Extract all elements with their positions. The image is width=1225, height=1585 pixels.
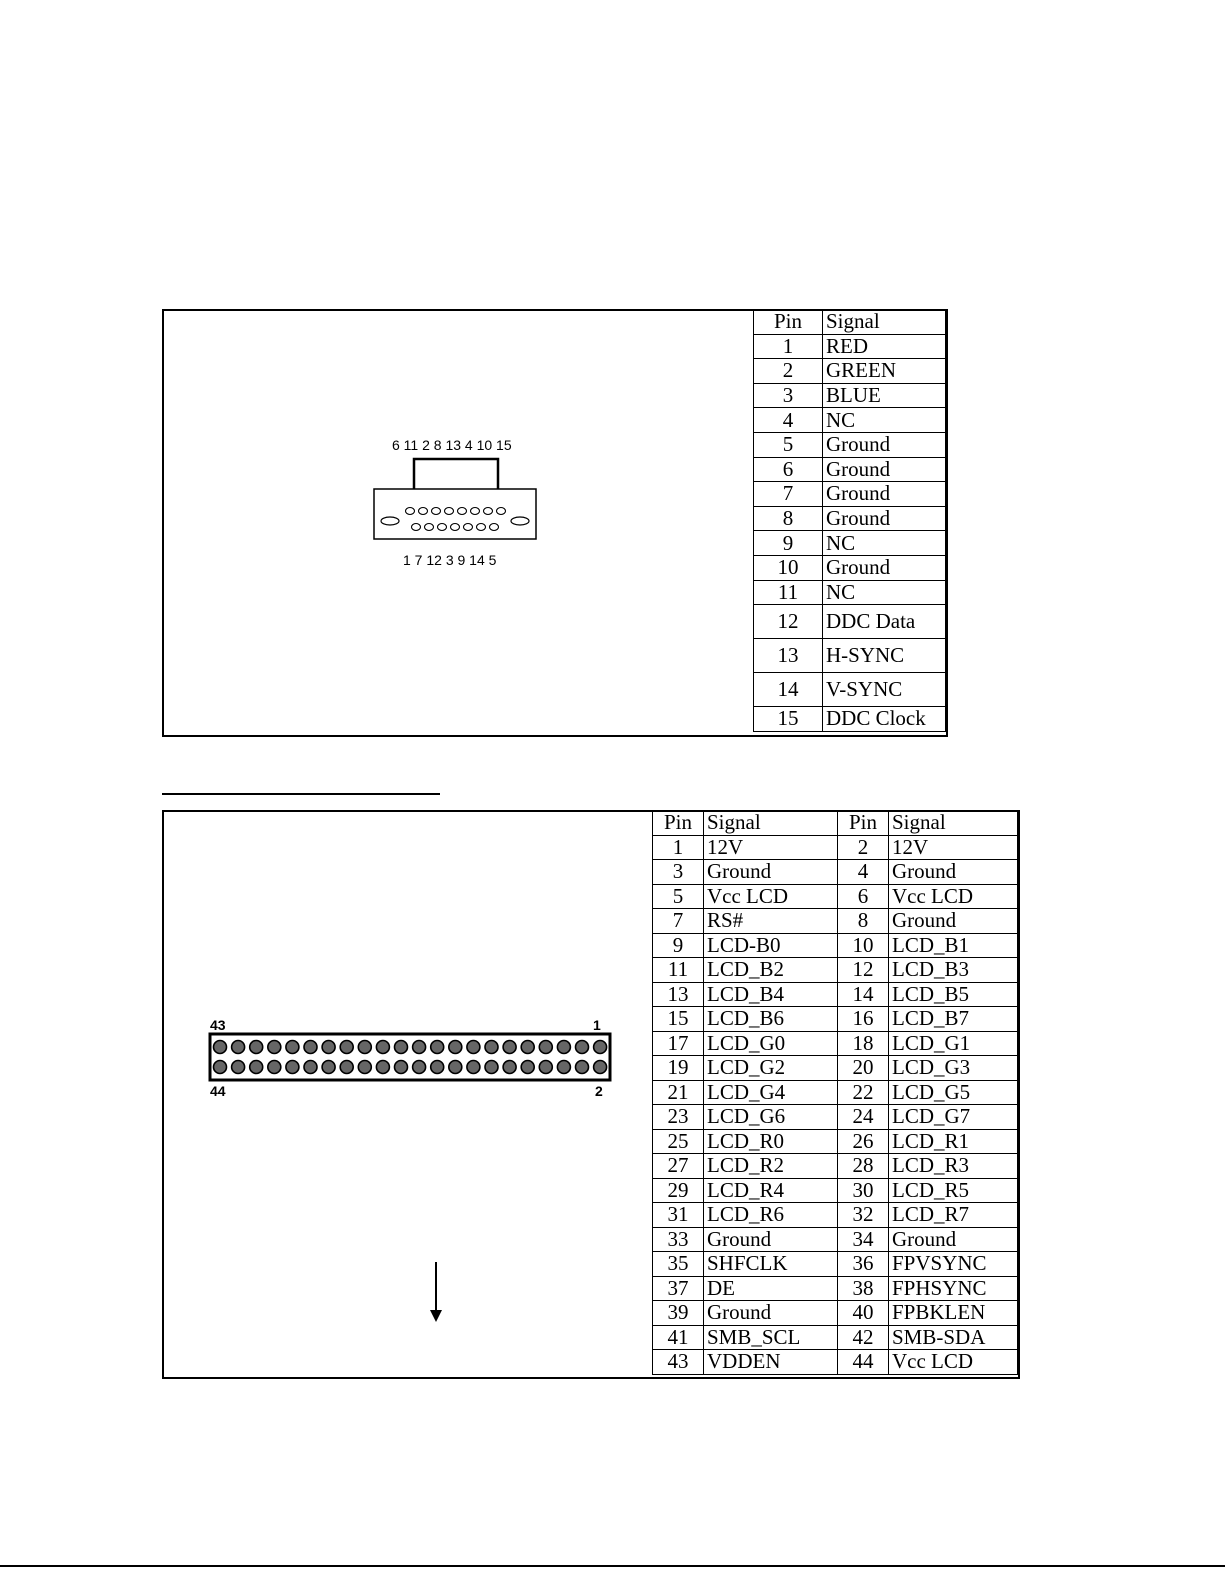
table-row xyxy=(653,1007,1018,1032)
pin-cell: 10 xyxy=(838,933,889,958)
table-row xyxy=(653,982,1018,1007)
pin-cell: 28 xyxy=(838,1154,889,1179)
lcd-label-1: 1 xyxy=(593,1017,601,1033)
lcd-label-43: 43 xyxy=(210,1017,226,1033)
pin-cell: 37 xyxy=(653,1276,704,1301)
pin-cell: 3 xyxy=(653,860,704,885)
vga-connector-shell xyxy=(374,489,536,539)
signal-cell: Ground xyxy=(823,482,946,507)
lcd-pin xyxy=(431,1041,444,1054)
table-row xyxy=(754,482,946,507)
signal-cell: LCD_R0 xyxy=(704,1129,838,1154)
pin-cell: 4 xyxy=(754,408,823,433)
pin-cell: 36 xyxy=(838,1252,889,1277)
pin-cell: 33 xyxy=(653,1227,704,1252)
table-row xyxy=(653,1252,1018,1277)
signal-header-a: Signal xyxy=(704,811,838,836)
lcd-pin xyxy=(395,1061,408,1074)
signal-cell: LCD_B5 xyxy=(889,982,1018,1007)
lcd-pin xyxy=(358,1061,371,1074)
signal-cell: LCD_B1 xyxy=(889,933,1018,958)
lcd-pin xyxy=(286,1041,299,1054)
page-bottom-rule xyxy=(0,1565,1225,1567)
signal-cell: Ground xyxy=(889,909,1018,934)
lcd-header-shell xyxy=(210,1034,610,1080)
pin-cell: 1 xyxy=(653,835,704,860)
signal-cell: LCD_R1 xyxy=(889,1129,1018,1154)
table-row xyxy=(754,457,946,482)
table-row xyxy=(754,432,946,457)
signal-cell: VDDEN xyxy=(704,1350,838,1375)
signal-cell: LCD_R5 xyxy=(889,1178,1018,1203)
lcd-pin xyxy=(340,1041,353,1054)
signal-cell: FPBKLEN xyxy=(889,1301,1018,1326)
signal-cell: LCD_G5 xyxy=(889,1080,1018,1105)
lcd-pin xyxy=(376,1061,389,1074)
pin-cell: 7 xyxy=(754,482,823,507)
pin-cell: 9 xyxy=(754,531,823,556)
signal-cell: Vcc LCD xyxy=(889,884,1018,909)
lcd-pin xyxy=(322,1041,335,1054)
down-arrow-icon xyxy=(426,1260,446,1326)
signal-cell: Ground xyxy=(704,1227,838,1252)
pin-cell: 14 xyxy=(754,673,823,707)
pin-cell: 38 xyxy=(838,1276,889,1301)
pin-cell: 25 xyxy=(653,1129,704,1154)
signal-cell: LCD_G0 xyxy=(704,1031,838,1056)
pin-cell: 22 xyxy=(838,1080,889,1105)
table-row xyxy=(653,1154,1018,1179)
pin-cell: 11 xyxy=(754,580,823,605)
signal-cell: GREEN xyxy=(823,359,946,384)
pin-cell: 40 xyxy=(838,1301,889,1326)
lcd-pin xyxy=(485,1061,498,1074)
signal-cell: BLUE xyxy=(823,383,946,408)
table-row xyxy=(653,1056,1018,1081)
lcd-pin xyxy=(250,1061,263,1074)
lcd-pin xyxy=(594,1041,607,1054)
table-row xyxy=(754,580,946,605)
signal-cell: 12V xyxy=(889,835,1018,860)
table-row xyxy=(653,1276,1018,1301)
table-row xyxy=(653,860,1018,885)
lcd-pin xyxy=(214,1061,227,1074)
signal-cell: LCD_G4 xyxy=(704,1080,838,1105)
lcd-pin xyxy=(557,1061,570,1074)
signal-cell: LCD_G1 xyxy=(889,1031,1018,1056)
table-header-row xyxy=(754,310,946,335)
pin-cell: 2 xyxy=(754,359,823,384)
pin-cell: 15 xyxy=(754,707,823,732)
signal-cell: Ground xyxy=(823,555,946,580)
signal-cell: LCD_R4 xyxy=(704,1178,838,1203)
lcd-pin xyxy=(576,1061,589,1074)
signal-cell: FPVSYNC xyxy=(889,1252,1018,1277)
lcd-pin xyxy=(449,1061,462,1074)
signal-header-b: Signal xyxy=(889,811,1018,836)
vga-bottom-pin-labels: 1 7 12 3 9 14 5 xyxy=(403,552,497,568)
table-row xyxy=(754,506,946,531)
pin-cell: 8 xyxy=(754,506,823,531)
signal-cell: Ground xyxy=(704,860,838,885)
signal-cell: Ground xyxy=(889,860,1018,885)
lcd-pin xyxy=(250,1041,263,1054)
pin-cell: 16 xyxy=(838,1007,889,1032)
table-row xyxy=(653,1080,1018,1105)
pin-cell: 6 xyxy=(754,457,823,482)
signal-cell: LCD_B2 xyxy=(704,958,838,983)
pin-cell: 18 xyxy=(838,1031,889,1056)
table-row xyxy=(754,673,946,707)
lcd-pin xyxy=(503,1061,516,1074)
signal-cell: LCD_R2 xyxy=(704,1154,838,1179)
lcd-pin xyxy=(521,1041,534,1054)
signal-cell: LCD_G3 xyxy=(889,1056,1018,1081)
table-row xyxy=(653,1105,1018,1130)
section-underline xyxy=(162,793,440,795)
table-row xyxy=(653,1129,1018,1154)
signal-cell: LCD_R7 xyxy=(889,1203,1018,1228)
lcd-pin xyxy=(503,1041,516,1054)
signal-cell: DDC Data xyxy=(823,605,946,639)
lcd-pin xyxy=(340,1061,353,1074)
table-row xyxy=(754,639,946,673)
pin-cell: 12 xyxy=(754,605,823,639)
pin-cell: 23 xyxy=(653,1105,704,1130)
signal-cell: NC xyxy=(823,580,946,605)
vga-top-pin-labels: 6 11 2 8 13 4 10 15 xyxy=(392,437,512,453)
table-row xyxy=(653,1325,1018,1350)
signal-cell: SMB-SDA xyxy=(889,1325,1018,1350)
lcd-connector-diagram xyxy=(204,1012,624,1112)
signal-cell: LCD_R3 xyxy=(889,1154,1018,1179)
pin-header-b: Pin xyxy=(838,811,889,836)
signal-cell: FPHSYNC xyxy=(889,1276,1018,1301)
signal-cell: LCD_B7 xyxy=(889,1007,1018,1032)
lcd-label-2: 2 xyxy=(595,1083,603,1099)
signal-cell: Ground xyxy=(823,506,946,531)
pin-cell: 10 xyxy=(754,555,823,580)
lcd-pin xyxy=(286,1061,299,1074)
table-row xyxy=(653,1203,1018,1228)
signal-cell: SHFCLK xyxy=(704,1252,838,1277)
signal-cell: DDC Clock xyxy=(823,707,946,732)
pin-cell: 20 xyxy=(838,1056,889,1081)
signal-cell: Ground xyxy=(704,1301,838,1326)
lcd-pin xyxy=(214,1041,227,1054)
signal-cell: Vcc LCD xyxy=(704,884,838,909)
lcd-pin xyxy=(413,1041,426,1054)
table-row xyxy=(653,1031,1018,1056)
lcd-pin xyxy=(449,1041,462,1054)
pin-cell: 21 xyxy=(653,1080,704,1105)
signal-cell: LCD_G2 xyxy=(704,1056,838,1081)
pin-cell: 8 xyxy=(838,909,889,934)
pin-cell: 2 xyxy=(838,835,889,860)
table-row xyxy=(754,334,946,359)
table-row xyxy=(653,884,1018,909)
pin-cell: 12 xyxy=(838,958,889,983)
signal-cell: Vcc LCD xyxy=(889,1350,1018,1375)
lcd-pin xyxy=(413,1061,426,1074)
lcd-pin xyxy=(467,1061,480,1074)
table-row xyxy=(754,408,946,433)
pin-cell: 30 xyxy=(838,1178,889,1203)
signal-cell: LCD_B4 xyxy=(704,982,838,1007)
signal-cell: DE xyxy=(704,1276,838,1301)
pin-cell: 24 xyxy=(838,1105,889,1130)
pin-cell: 43 xyxy=(653,1350,704,1375)
signal-cell: RS# xyxy=(704,909,838,934)
signal-cell: Ground xyxy=(823,432,946,457)
signal-cell: V-SYNC xyxy=(823,673,946,707)
lcd-pin xyxy=(376,1041,389,1054)
signal-cell: NC xyxy=(823,531,946,556)
pin-cell: 9 xyxy=(653,933,704,958)
lcd-pinout-table xyxy=(652,810,1018,1375)
lcd-pin xyxy=(358,1041,371,1054)
pin-cell: 26 xyxy=(838,1129,889,1154)
lcd-pin xyxy=(539,1061,552,1074)
pin-cell: 34 xyxy=(838,1227,889,1252)
table-row xyxy=(653,1178,1018,1203)
table-row xyxy=(754,531,946,556)
signal-cell: LCD_G6 xyxy=(704,1105,838,1130)
pin-cell: 32 xyxy=(838,1203,889,1228)
pin-cell: 4 xyxy=(838,860,889,885)
signal-cell: LCD_R6 xyxy=(704,1203,838,1228)
table-row xyxy=(653,1350,1018,1375)
vga-connector-diagram xyxy=(364,431,564,581)
lcd-pin xyxy=(594,1061,607,1074)
lcd-pin xyxy=(322,1061,335,1074)
lcd-pin xyxy=(268,1041,281,1054)
table-row xyxy=(653,958,1018,983)
signal-cell: SMB_SCL xyxy=(704,1325,838,1350)
signal-cell: RED xyxy=(823,334,946,359)
table-row xyxy=(653,909,1018,934)
pin-cell: 5 xyxy=(754,432,823,457)
signal-cell: LCD_B3 xyxy=(889,958,1018,983)
lcd-pin xyxy=(467,1041,480,1054)
lcd-pin xyxy=(539,1041,552,1054)
pin-cell: 13 xyxy=(754,639,823,673)
lcd-pin xyxy=(576,1041,589,1054)
pin-cell: 7 xyxy=(653,909,704,934)
lcd-pin xyxy=(395,1041,408,1054)
table-row xyxy=(754,359,946,384)
pin-cell: 29 xyxy=(653,1178,704,1203)
lcd-pin xyxy=(557,1041,570,1054)
lcd-pin xyxy=(304,1041,317,1054)
lcd-pin xyxy=(304,1061,317,1074)
pin-cell: 1 xyxy=(754,334,823,359)
lcd-pin xyxy=(232,1041,245,1054)
pin-cell: 14 xyxy=(838,982,889,1007)
lcd-label-44: 44 xyxy=(210,1083,226,1099)
lcd-pin xyxy=(521,1061,534,1074)
table-row xyxy=(653,835,1018,860)
pin-cell: 19 xyxy=(653,1056,704,1081)
table-header-row xyxy=(653,811,1018,836)
pin-header: Pin xyxy=(754,310,823,335)
signal-cell: LCD_G7 xyxy=(889,1105,1018,1130)
pin-cell: 42 xyxy=(838,1325,889,1350)
signal-cell: NC xyxy=(823,408,946,433)
pin-cell: 31 xyxy=(653,1203,704,1228)
pin-cell: 17 xyxy=(653,1031,704,1056)
table-row xyxy=(754,555,946,580)
vga-pinout-table xyxy=(753,309,946,732)
table-row xyxy=(754,707,946,732)
signal-cell: 12V xyxy=(704,835,838,860)
pin-cell: 44 xyxy=(838,1350,889,1375)
pin-cell: 13 xyxy=(653,982,704,1007)
pin-cell: 35 xyxy=(653,1252,704,1277)
signal-cell: Ground xyxy=(823,457,946,482)
table-row xyxy=(754,383,946,408)
lcd-pin xyxy=(431,1061,444,1074)
signal-header: Signal xyxy=(823,310,946,335)
signal-cell: LCD-B0 xyxy=(704,933,838,958)
table-row xyxy=(653,1301,1018,1326)
lcd-pin xyxy=(232,1061,245,1074)
pin-header-a: Pin xyxy=(653,811,704,836)
signal-cell: LCD_B6 xyxy=(704,1007,838,1032)
table-row xyxy=(653,933,1018,958)
pin-cell: 15 xyxy=(653,1007,704,1032)
table-row xyxy=(653,1227,1018,1252)
pin-cell: 39 xyxy=(653,1301,704,1326)
lcd-pin xyxy=(485,1041,498,1054)
signal-cell: H-SYNC xyxy=(823,639,946,673)
pin-cell: 11 xyxy=(653,958,704,983)
pin-cell: 5 xyxy=(653,884,704,909)
lcd-pin xyxy=(268,1061,281,1074)
pin-cell: 6 xyxy=(838,884,889,909)
pin-cell: 3 xyxy=(754,383,823,408)
pin-cell: 41 xyxy=(653,1325,704,1350)
table-row xyxy=(754,605,946,639)
signal-cell: Ground xyxy=(889,1227,1018,1252)
pin-cell: 27 xyxy=(653,1154,704,1179)
